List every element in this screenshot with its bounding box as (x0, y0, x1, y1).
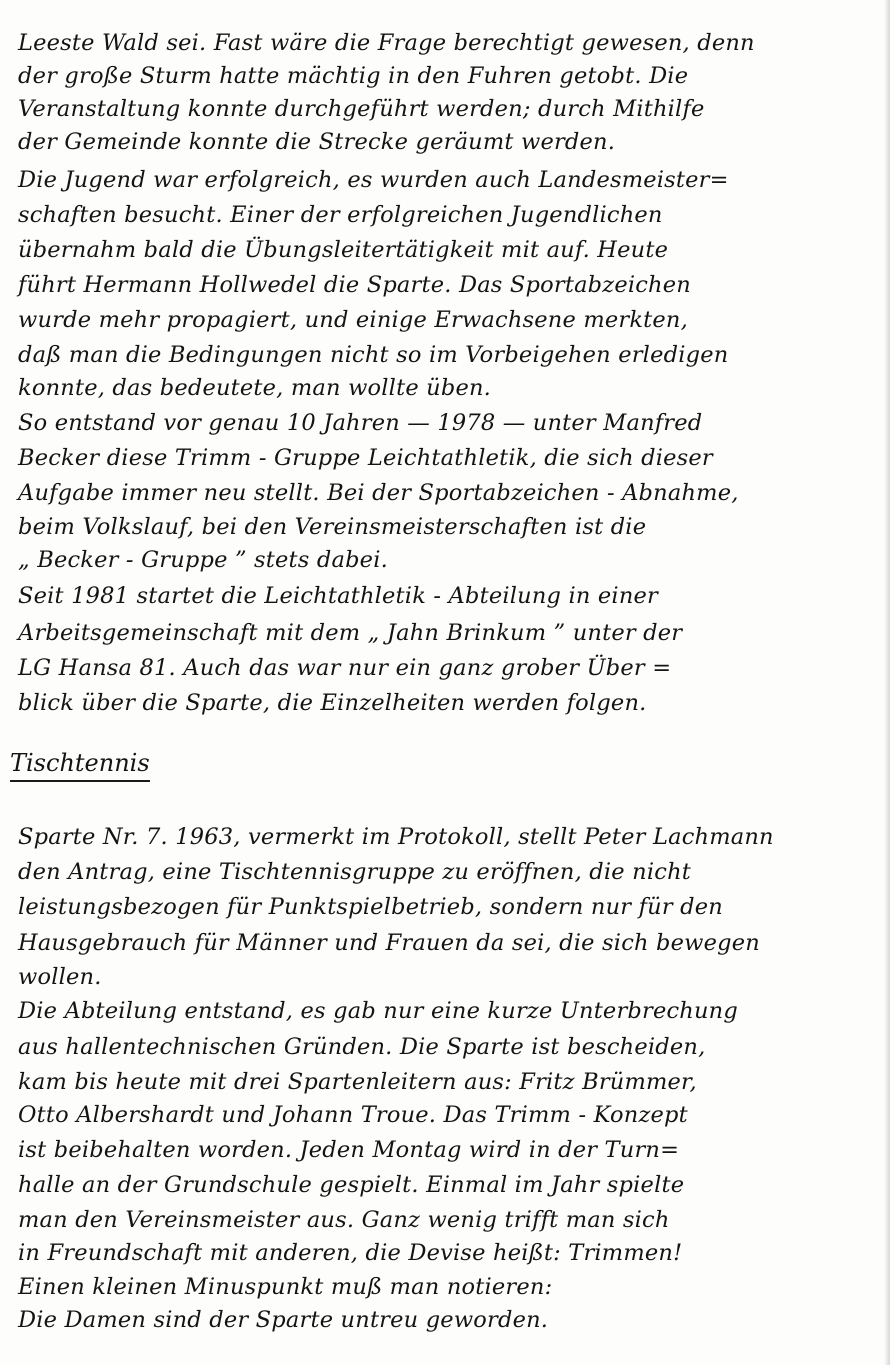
text-line: „ Becker - Gruppe ” stets dabei. (18, 547, 388, 573)
text-line: halle an der Grundschule gespielt. Einmal im Jahr spielte (18, 1172, 685, 1198)
section-heading-tischtennis: Tischtennis (10, 748, 150, 782)
text-line: Veranstaltung konnte durchgeführt werden; durch Mithilfe (18, 96, 705, 122)
text-line: in Freundschaft mit anderen, die Devise heißt: Trimmen! (18, 1240, 683, 1266)
text-line: konnte, das bedeutete, man wollte üben. (18, 375, 492, 401)
text-line: kam bis heute mit drei Spartenleitern aus: Fritz Brümmer, (18, 1069, 697, 1095)
text-line: leistungsbezogen für Punktspielbetrieb, sondern nur für den (18, 894, 723, 920)
text-line: Aufgabe immer neu stellt. Bei der Sportabzeichen - Abnahme, (18, 480, 739, 506)
text-line: den Antrag, eine Tischtennisgruppe zu eröffnen, die nicht (18, 859, 691, 885)
text-line: Hausgebrauch für Männer und Frauen da sei, die sich bewegen (18, 930, 760, 956)
text-line: blick über die Sparte, die Einzelheiten werden folgen. (18, 690, 647, 716)
text-line: Die Abteilung entstand, es gab nur eine kurze Unterbrechung (18, 998, 738, 1024)
text-line: übernahm bald die Übungsleitertätigkeit mit auf. Heute (18, 237, 669, 263)
text-line: Einen kleinen Minuspunkt muß man notieren: (18, 1274, 553, 1300)
text-line: Die Jugend war erfolgreich, es wurden auch Landesmeister= (18, 167, 729, 193)
text-line: Becker diese Trimm - Gruppe Leichtathletik, die sich dieser (18, 445, 713, 471)
text-line: man den Vereinsmeister aus. Ganz wenig trifft man sich (18, 1207, 670, 1233)
text-line: Sparte Nr. 7. 1963, vermerkt im Protokoll, stellt Peter Lachmann (18, 824, 774, 850)
text-line: der Gemeinde konnte die Strecke geräumt werden. (18, 129, 616, 155)
text-line: Otto Albershardt und Johann Troue. Das Trimm - Konzept (18, 1102, 688, 1128)
text-line: schaften besucht. Einer der erfolgreichen Jugendlichen (18, 202, 663, 228)
text-line: beim Volkslauf, bei den Vereinsmeisterschaften ist die (18, 514, 647, 540)
text-line: wurde mehr propagiert, und einige Erwachsene merkten, (18, 307, 688, 333)
text-line: Arbeitsgemeinschaft mit dem „ Jahn Brinkum ” unter der (18, 620, 683, 646)
text-line: LG Hansa 81. Auch das war nur ein ganz grober Über = (18, 655, 672, 681)
text-line: daß man die Bedingungen nicht so im Vorbeigehen erledigen (18, 342, 729, 368)
text-line: der große Sturm hatte mächtig in den Fuhren getobt. Die (18, 63, 689, 89)
text-line: führt Hermann Hollwedel die Sparte. Das Sportabzeichen (18, 272, 691, 298)
text-line: aus hallentechnischen Gründen. Die Sparte ist bescheiden, (18, 1034, 706, 1060)
text-line: ist beibehalten worden. Jeden Montag wird in der Turn= (18, 1137, 680, 1163)
text-line: Die Damen sind der Sparte untreu geworden. (18, 1307, 549, 1333)
page-edge-shadow (884, 0, 890, 1365)
text-line: Seit 1981 startet die Leichtathletik - Abteilung in einer (18, 583, 658, 609)
text-line: Leeste Wald sei. Fast wäre die Frage berechtigt gewesen, denn (18, 30, 755, 56)
text-line: So entstand vor genau 10 Jahren — 1978 — unter Manfred (18, 410, 703, 436)
text-line: wollen. (18, 964, 102, 990)
